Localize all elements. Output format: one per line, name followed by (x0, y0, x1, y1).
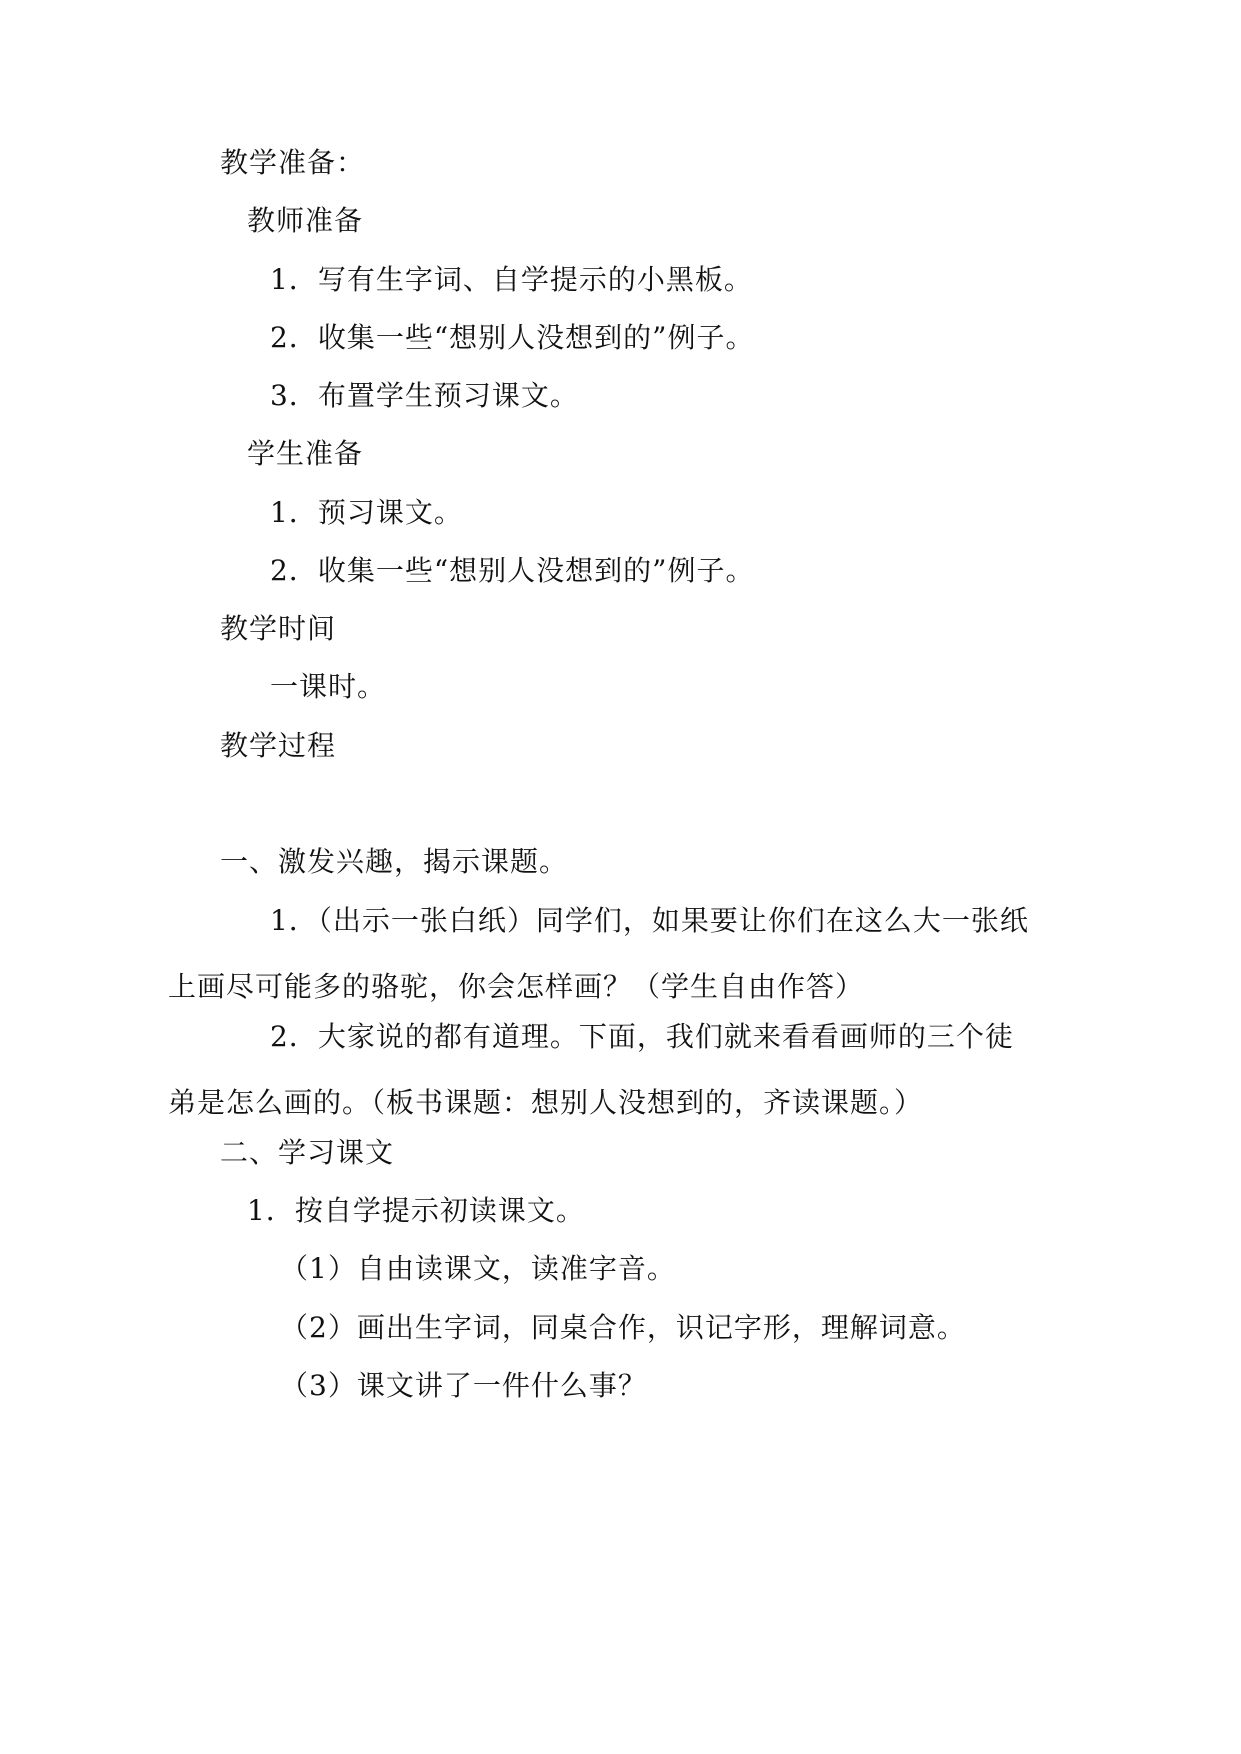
part2-sub-item: （3）课文讲了一件什么事？ (280, 1369, 647, 1402)
part1-paragraph: 1．（出示一张白纸）同学们，如果要让你们在这么大一张纸上画尽可能多的骆驼，你会怎样画？（学生自由作答） (168, 904, 1029, 1003)
prep-heading: 教学准备： (220, 146, 366, 179)
part2-step: 1．按自学提示初读课文。 (247, 1194, 585, 1227)
student-prep-item: 1．预习课文。 (270, 496, 463, 529)
teacher-prep-title: 教师准备 (247, 204, 364, 237)
process-heading: 教学过程 (220, 729, 337, 762)
student-prep-item: 2．收集一些“想别人没想到的”例子。 (270, 554, 755, 587)
student-prep-title: 学生准备 (247, 437, 364, 470)
time-value: 一课时。 (270, 670, 387, 703)
teacher-prep-item: 1．写有生字词、自学提示的小黑板。 (270, 263, 753, 296)
part1-paragraph: 2．大家说的都有道理。下面，我们就来看看画师的三个徒弟是怎么画的。（板书课题：想别人没想到的，齐读课题。） (168, 1020, 1014, 1119)
part2-sub-item: （1）自由读课文，读准字音。 (280, 1252, 676, 1285)
time-heading: 教学时间 (220, 612, 337, 645)
part2-sub-item: （2）画出生字词，同桌合作，识记字形，理解词意。 (280, 1311, 966, 1344)
part1-title: 一、激发兴趣，揭示课题。 (220, 845, 569, 878)
teacher-prep-item: 2．收集一些“想别人没想到的”例子。 (270, 321, 755, 354)
part2-title: 二、学习课文 (220, 1136, 395, 1169)
teacher-prep-item: 3．布置学生预习课文。 (270, 379, 579, 412)
